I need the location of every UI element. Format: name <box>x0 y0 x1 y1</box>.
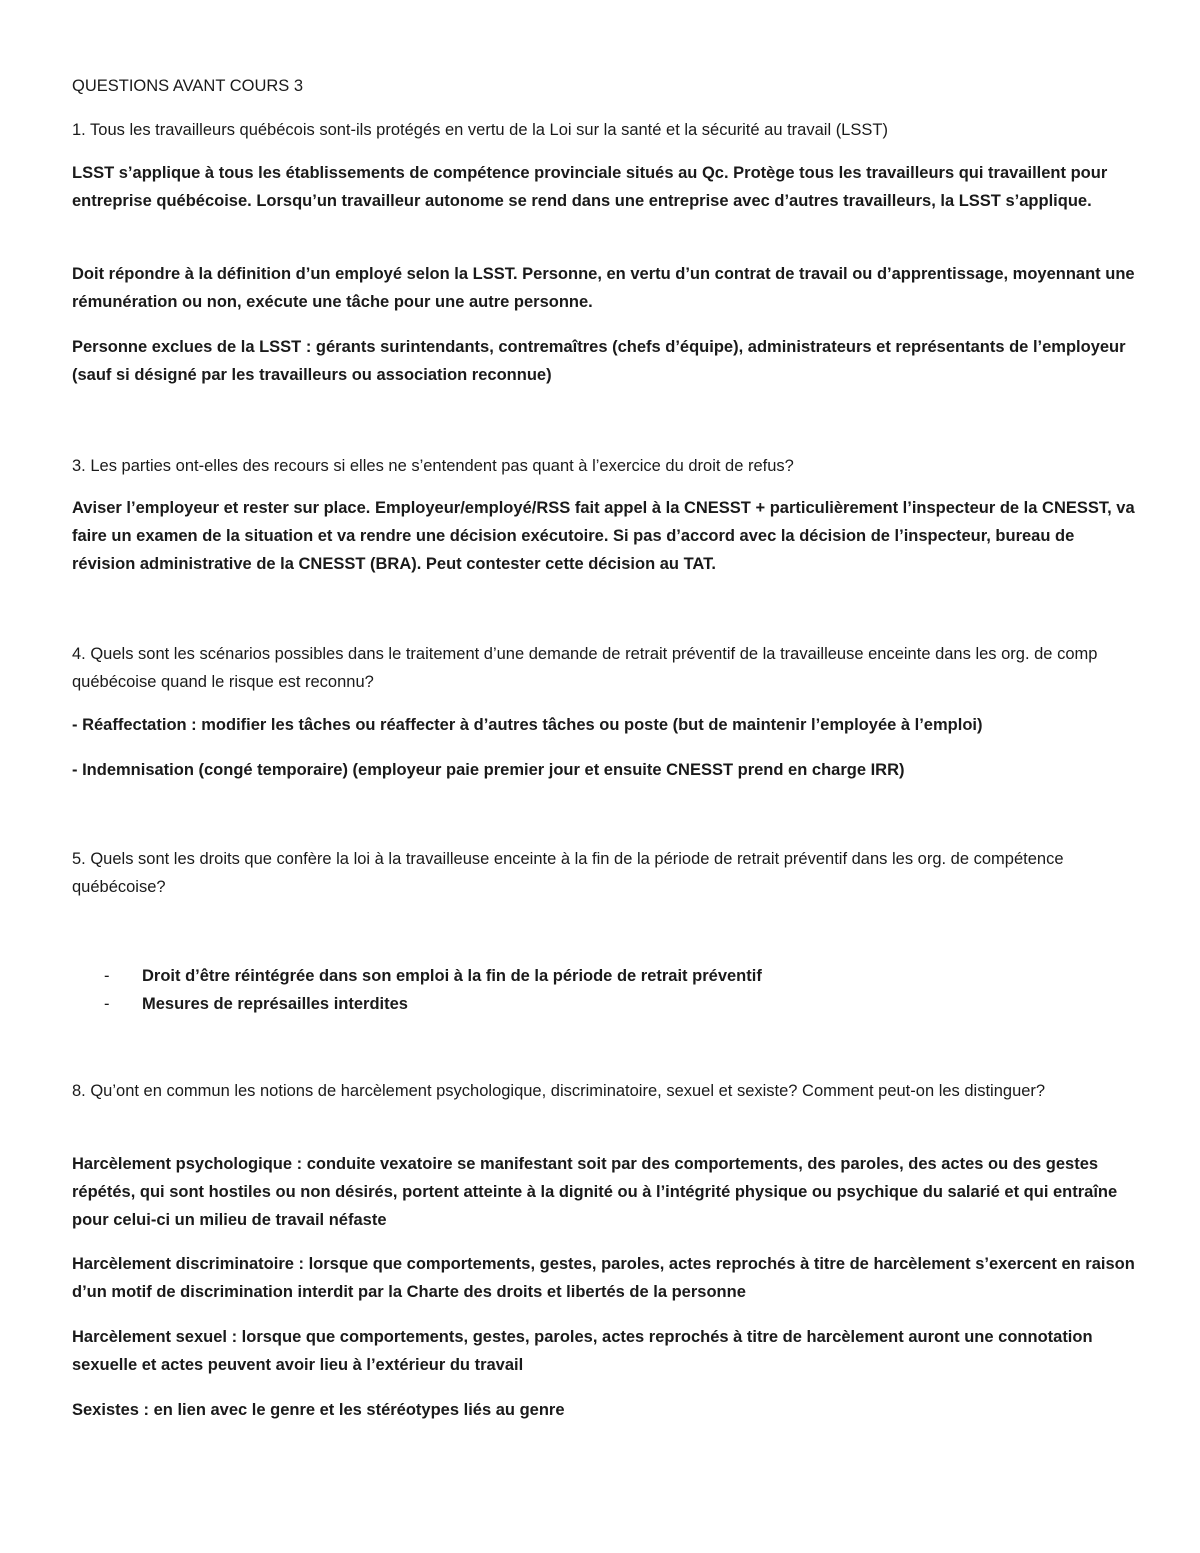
question-5: 5. Quels sont les droits que confère la loi à la travailleuse enceinte à la fin de la période de retrait préventif dans les org. de compétence québécoise? <box>72 850 1064 896</box>
question-4: 4. Quels sont les scénarios possibles dans le traitement d’une demande de retrait préventif de la travailleuse enceinte dans les org. de comp québécoise quand le risque est reconnu? <box>72 645 1098 691</box>
answer-8-psychologique: Harcèlement psychologique : conduite vexatoire se manifestant soit par des comportements, des paroles, des actes ou des gestes répétés, qui sont hostiles ou non désirés, portent atteinte à la dignité ou à l’intégrité physique ou psychique du salarié et qui entraîne pour celui-ci un milieu de travail néfaste <box>72 1155 1118 1229</box>
answer-8-discriminatoire: Harcèlement discriminatoire : lorsque que comportements, gestes, paroles, actes reprochés à titre de harcèlement s’exercent en raison d’un motif de discrimination interdit par la Charte des droits et libertés de la personne <box>72 1255 1135 1301</box>
answer-1-exclusions: Personne exclues de la LSST : gérants surintendants, contremaîtres (chefs d’équipe), administrateurs et représentants de l’employeur (sauf si désigné par les travailleurs ou association reconnue) <box>72 338 1126 384</box>
answer-8-sexuel: Harcèlement sexuel : lorsque que comportements, gestes, paroles, actes reprochés à titre de harcèlement auront une connotation sexuelle et actes peuvent avoir lieu à l’extérieur du travail <box>72 1328 1093 1374</box>
bullet-dash: - <box>104 995 110 1013</box>
answer-1-applicability: LSST s’applique à tous les établissements de compétence provinciale situés au Qc. Protège tous les travailleurs qui travaillent pour entreprise québécoise. Lorsqu’un travailleur autonome se rend dans une entreprise avec d’autres travailleurs, la LSST s’applique. <box>72 164 1108 210</box>
question-1: 1. Tous les travailleurs québécois sont-ils protégés en vertu de la Loi sur la santé et la sécurité au travail (LSST) <box>72 121 888 139</box>
answer-4-reaffectation: - Réaffectation : modifier les tâches ou réaffecter à d’autres tâches ou poste (but de maintenir l’employée à l’emploi) <box>72 716 983 734</box>
answer-4-indemnisation: - Indemnisation (congé temporaire) (employeur paie premier jour et ensuite CNESST prend en charge IRR) <box>72 761 905 779</box>
bullet-text: Mesures de représailles interdites <box>142 995 408 1013</box>
bullet-text: Droit d’être réintégrée dans son emploi à la fin de la période de retrait préventif <box>142 967 762 985</box>
question-8: 8. Qu’ont en commun les notions de harcèlement psychologique, discriminatoire, sexuel et sexiste? Comment peut-on les distinguer? <box>72 1082 1046 1100</box>
answer-1-definition: Doit répondre à la définition d’un employé selon la LSST. Personne, en vertu d’un contrat de travail ou d’apprentissage, moyennant une rémunération ou non, exécute une tâche pour une autre personne. <box>72 265 1135 311</box>
answer-8-sexistes: Sexistes : en lien avec le genre et les stéréotypes liés au genre <box>72 1401 565 1419</box>
answer-3: Aviser l’employeur et rester sur place. Employeur/employé/RSS fait appel à la CNESST + particulièrement l’inspecteur de la CNESST, va faire un examen de la situation et va rendre une décision exécutoire. Si pas d’accord avec la décision de l’inspecteur, bureau de révision administrative de la CNESST (BRA). Peut contester cette décision au TAT. <box>72 499 1135 573</box>
question-3: 3. Les parties ont-elles des recours si elles ne s’entendent pas quant à l’exercice du droit de refus? <box>72 457 794 475</box>
document-title: QUESTIONS AVANT COURS 3 <box>72 77 304 95</box>
bullet-dash: - <box>104 967 110 985</box>
